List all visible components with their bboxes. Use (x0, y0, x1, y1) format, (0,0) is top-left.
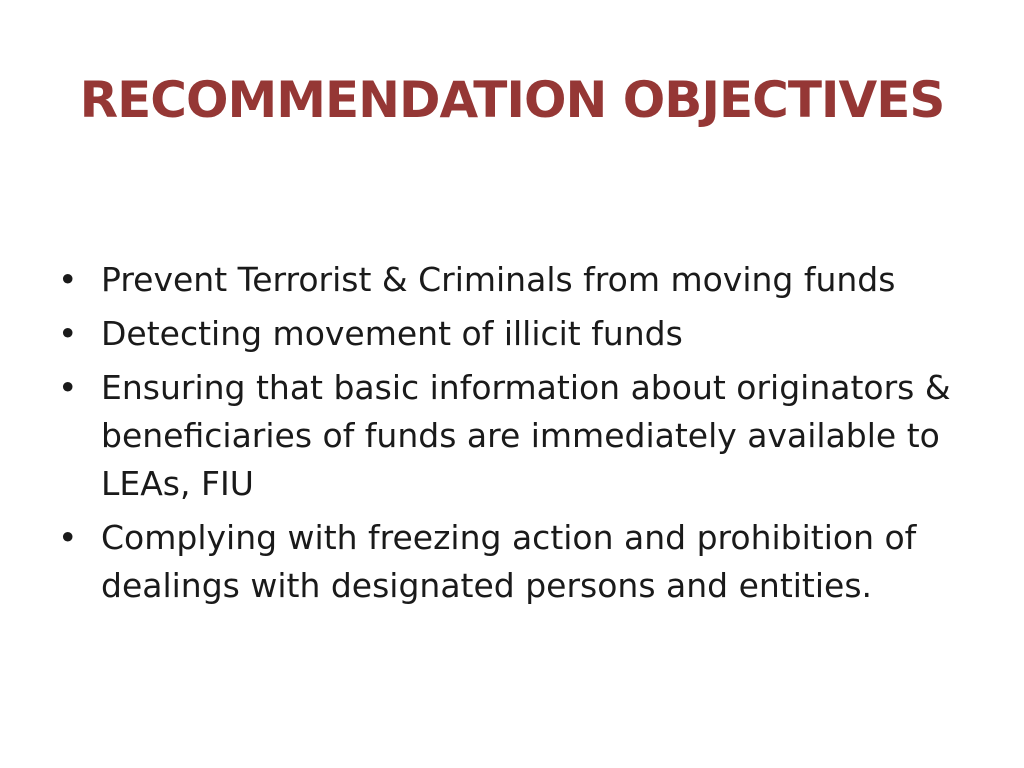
slide-title: RECOMMENDATION OBJECTIVES (79, 71, 945, 129)
bullet-text: Detecting movement of illicit funds (101, 314, 683, 353)
bullet-icon: • (58, 260, 78, 299)
bullet-list (58, 256, 978, 616)
list-item (58, 256, 978, 304)
bullet-icon: • (58, 368, 78, 407)
bullet-text: Ensuring that basic information about originators & beneficiaries of funds are immediately available to LEAs, FIU (101, 368, 951, 503)
bullet-text: Prevent Terrorist & Criminals from moving funds (101, 260, 896, 299)
list-item (58, 514, 978, 610)
bullet-icon: • (58, 518, 78, 557)
bullet-text: Complying with freezing action and prohibition of dealings with designated persons and entities. (101, 518, 917, 605)
bullet-icon: • (58, 314, 78, 353)
list-item (58, 364, 978, 508)
list-item (58, 310, 978, 358)
